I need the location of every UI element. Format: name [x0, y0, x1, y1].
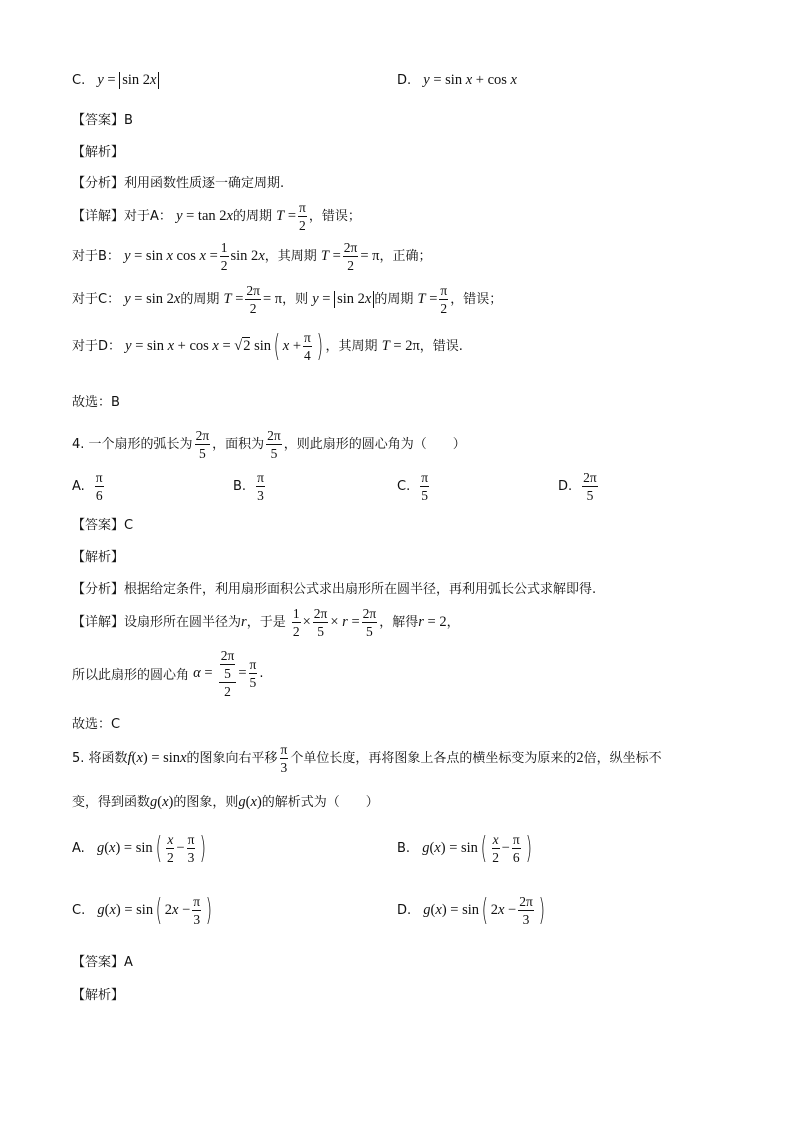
q3-analysis-heading: 【解析】: [72, 145, 125, 160]
q3-fenxi: 【分析】利用函数性质逐一确定周期.: [72, 176, 285, 191]
q5-option-a: A. g(x) = sin( $\frac{x}{2}$ − $\frac{\pi}{3}$ ): [72, 830, 207, 866]
q5-option-c: C. g(x) = sin( 2x − $\frac{\pi}{3}$ ): [72, 892, 213, 928]
q4-option-c: C. $\frac{\pi}{5}$: [397, 470, 429, 503]
q3-option-d: D. y = sin x + cos x: [397, 72, 517, 88]
q5-option-b: B. g(x) = sin( $\frac{x}{2}$ − $\frac{\pi}{6}$ ): [397, 830, 532, 866]
q5-stem-line2: 变，得到函数g(x)的图象，则g(x)的解析式为（ ）: [72, 794, 379, 810]
q5-stem-line1: 5. 将函数f(x) = sinx的图象向右平移 $\frac{\pi}{3}$ 个单位长度，再将图象上各点的横坐标变为原来的2倍，纵坐标不: [72, 742, 662, 775]
q4-fenxi: 【分析】根据给定条件，利用扇形面积公式求出扇形所在圆半径，再利用弧长公式求解即得.: [72, 582, 597, 597]
q4-detail-2: 所以此扇形的圆心角 α = $\frac{\frac{2\pi}{5}}{2}$ = $\frac{\pi}{5}$ .: [72, 648, 264, 699]
q4-detail-1: 【详解】设扇形所在圆半径为r，于是 $\frac{1}{2}$ × $\frac{2\pi}{5}$ × r = $\frac{2\pi}{5}$ ，解得r = 2，: [72, 606, 460, 639]
q4-option-b: B. $\frac{\pi}{3}$: [233, 470, 264, 503]
q3-detail-d: 对于D： y = sin x + cos x = √2 sin( x + $\frac{\pi}{4}$ ) ，其周期 T = 2π，错误.: [72, 328, 463, 364]
q4-option-d: D. $\frac{2\pi}{5}$: [558, 470, 597, 503]
q3-answer: 【答案】B: [72, 113, 133, 128]
q3-detail-c: 对于C： y = sin 2x的周期 T = $\frac{2\pi}{2}$ = π，则 y = sin 2x 的周期 T = $\frac{\pi}{2}$ ，错误；: [72, 283, 503, 316]
q4-analysis-heading: 【解析】: [72, 550, 125, 565]
q4-stem: 4. 一个扇形的弧长为 $\frac{2\pi}{5}$ ，面积为 $\frac{2\pi}{5}$ ，则此扇形的圆心角为（ ）: [72, 428, 466, 461]
q3-option-c: C. y = sin 2x: [72, 72, 159, 89]
q3-detail-a: 【详解】对于A： y = tan 2x的周期 T = $\frac{\pi}{2}$ ，错误；: [72, 200, 361, 233]
q4-answer: 【答案】C: [72, 518, 134, 533]
q3-detail-b: 对于B： y = sin x cos x = $\frac{1}{2}$ sin 2x，其周期 T = $\frac{2\pi}{2}$ = π，正确；: [72, 240, 432, 273]
q5-answer: 【答案】A: [72, 955, 133, 970]
q5-analysis-heading: 【解析】: [72, 988, 125, 1003]
q5-option-d: D. g(x) = sin( 2x − $\frac{2\pi}{3}$ ): [397, 892, 545, 928]
q4-option-a: A. $\frac{\pi}{6}$: [72, 470, 103, 503]
q3-choose: 故选：B: [72, 395, 120, 410]
q4-choose: 故选：C: [72, 717, 121, 732]
